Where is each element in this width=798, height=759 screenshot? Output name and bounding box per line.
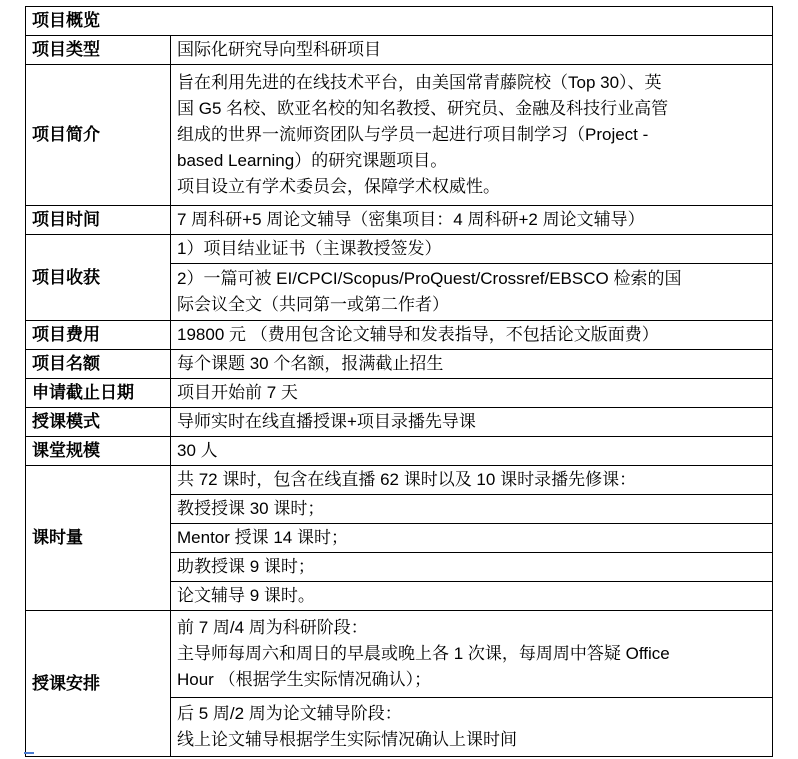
hours-item: 教授授课 30 课时； xyxy=(171,495,773,524)
value-gains-1: 1）项目结业证书（主课教授签发） xyxy=(171,235,773,264)
intro-line: 项目设立有学术委员会，保障学术权威性。 xyxy=(177,177,500,196)
row-gains-1 xyxy=(26,235,773,264)
schedule-line: 前 7 周/4 周为科研阶段： xyxy=(177,618,368,637)
label-size: 课堂规模 xyxy=(26,437,171,466)
label-time: 项目时间 xyxy=(26,206,171,235)
intro-line: 国 G5 名校、欧亚名校的知名教授、研究员、金融及科技行业高管 xyxy=(177,99,669,118)
paragraph-mark xyxy=(24,752,34,754)
row-type xyxy=(26,36,773,65)
value-mode: 导师实时在线直播授课+项目录播先导课 xyxy=(171,408,773,437)
row-schedule-1 xyxy=(26,611,773,698)
schedule-line: Hour （根据学生实际情况确认）； xyxy=(177,670,432,689)
intro-line: 组成的世界一流师资团队与学员一起进行项目制学习（Project - xyxy=(177,125,649,144)
value-time: 7 周科研+5 周论文辅导（密集项目：4 周科研+2 周论文辅导） xyxy=(171,206,773,235)
value-schedule-2 xyxy=(171,698,773,757)
intro-line: based Learning）的研究课题项目。 xyxy=(177,151,448,170)
gains-line: 2）一篇可被 EI/CPCI/Scopus/ProQuest/Crossref/EBSCO 检索的国 xyxy=(177,269,682,288)
hours-item: 共 72 课时，包含在线直播 62 课时以及 10 课时录播先修课： xyxy=(171,466,773,495)
label-quota: 项目名额 xyxy=(26,350,171,379)
table-title: 项目概览 xyxy=(26,7,773,36)
schedule-line: 线上论文辅导根据学生实际情况确认上课时间 xyxy=(177,730,517,749)
row-size xyxy=(26,437,773,466)
gains-line: 际会议全文（共同第一或第二作者） xyxy=(177,295,449,314)
value-type: 国际化研究导向型科研项目 xyxy=(171,36,773,65)
hours-item: 论文辅导 9 课时。 xyxy=(171,582,773,611)
label-schedule: 授课安排 xyxy=(26,611,171,757)
value-quota: 每个课题 30 个名额，报满截止招生 xyxy=(171,350,773,379)
label-gains: 项目收获 xyxy=(26,235,171,321)
label-mode: 授课模式 xyxy=(26,408,171,437)
schedule-line: 后 5 周/2 周为论文辅导阶段： xyxy=(177,704,402,723)
label-deadline: 申请截止日期 xyxy=(26,379,171,408)
hours-item: Mentor 授课 14 课时； xyxy=(171,524,773,553)
value-deadline: 项目开始前 7 天 xyxy=(171,379,773,408)
row-intro xyxy=(26,65,773,206)
project-overview-table xyxy=(25,6,773,757)
hours-item: 助教授课 9 课时； xyxy=(171,553,773,582)
label-intro: 项目简介 xyxy=(26,65,171,206)
row-time xyxy=(26,206,773,235)
project-overview-sheet xyxy=(25,6,772,757)
row-hours-1 xyxy=(26,466,773,495)
value-gains-2 xyxy=(171,264,773,321)
label-fee: 项目费用 xyxy=(26,321,171,350)
value-schedule-1 xyxy=(171,611,773,698)
label-hours: 课时量 xyxy=(26,466,171,611)
value-intro xyxy=(171,65,773,206)
row-mode xyxy=(26,408,773,437)
value-fee: 19800 元 （费用包含论文辅导和发表指导，不包括论文版面费） xyxy=(171,321,773,350)
row-deadline xyxy=(26,379,773,408)
intro-line: 旨在利用先进的在线技术平台，由美国常青藤院校（Top 30）、英 xyxy=(177,73,662,92)
schedule-line: 主导师每周六和周日的早晨或晚上各 1 次课，每周周中答疑 Office xyxy=(177,644,670,663)
row-quota xyxy=(26,350,773,379)
label-type: 项目类型 xyxy=(26,36,171,65)
row-fee xyxy=(26,321,773,350)
value-size: 30 人 xyxy=(171,437,773,466)
title-row xyxy=(26,7,773,36)
